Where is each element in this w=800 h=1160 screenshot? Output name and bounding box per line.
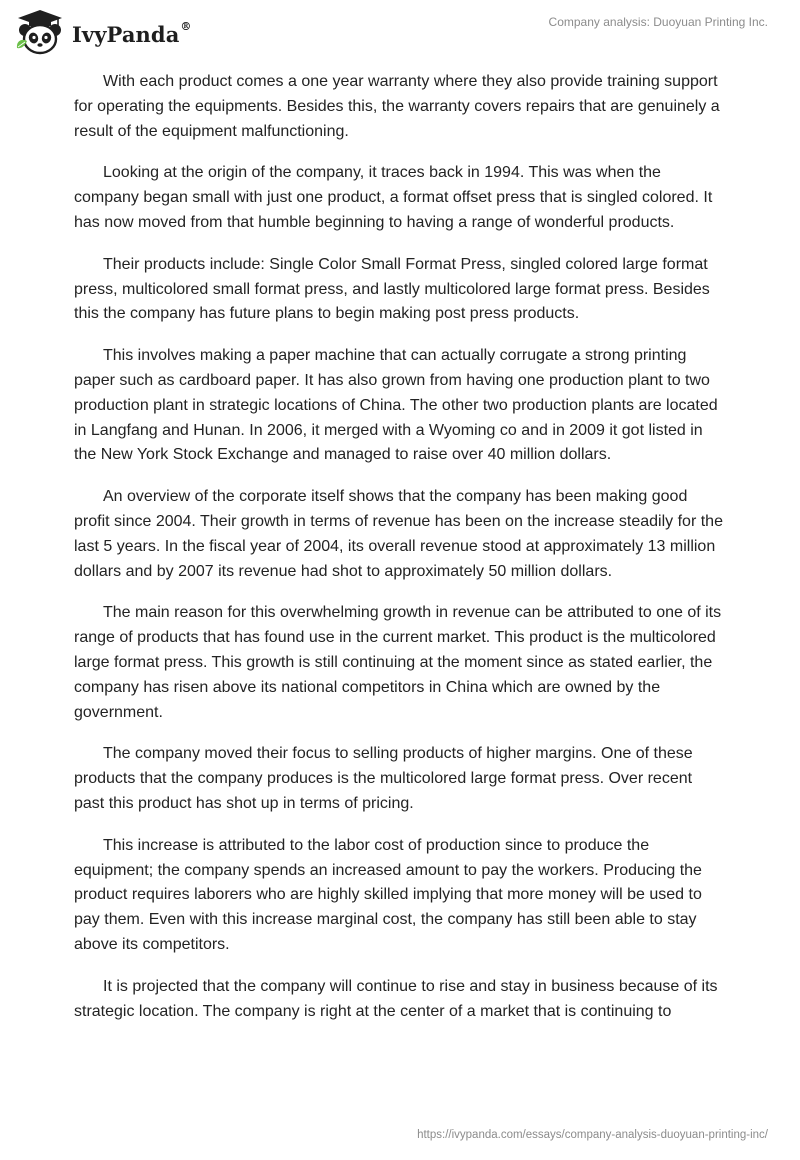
- paragraph: It is projected that the company will continue to rise and stay in business because of its strategic location. The company is right at the center of a market that is continuing to: [74, 977, 718, 1020]
- source-url[interactable]: https://ivypanda.com/essays/company-analysis-duoyuan-printing-inc/: [417, 1129, 768, 1141]
- logo-wordmark: IvyPanda®: [72, 19, 192, 47]
- paragraph: This increase is attributed to the labor cost of production since to produce the equipment; the company spends an increased amount to pay the workers. Producing the product requires laborers who are highly skilled implying that more money will be used to pay them. Even with this increase marginal cost, the company has still been able to stay above its competitors.: [74, 836, 702, 953]
- essay-body: [74, 70, 726, 1041]
- paragraph: This involves making a paper machine that can actually corrugate a strong printing paper such as cardboard paper. It has also grown from having one production plant to two production plant in strategic locations of China. The other two production plants are located in Langfang and Hunan. In 2006, it merged with a Wyoming co and in 2009 it got listed in the New York Stock Exchange and managed to raise over 40 million dollars.: [74, 347, 718, 464]
- ivypanda-logo[interactable]: [14, 8, 192, 56]
- paragraph: An overview of the corporate itself shows that the company has been making good profit since 2004. Their growth in terms of revenue has been on the increase steadily for the last 5 years. In the fiscal year of 2004, its overall revenue stood at approximately 13 million dollars and by 2007 its revenue had shot to approximately 50 million dollars.: [74, 488, 723, 580]
- paragraph: Looking at the origin of the company, it traces back in 1994. This was when the company began small with just one product, a format offset press that is singled colored. It has now moved from that humble beginning to having a range of wonderful products.: [74, 164, 713, 231]
- paragraph: The main reason for this overwhelming growth in revenue can be attributed to one of its range of products that has found use in the current market. This product is the multicolored large format press. This growth is still continuing at the moment since as stated earlier, the company has risen above its national competitors in China which are owned by the government.: [74, 604, 722, 721]
- document-title: Company analysis: Duoyuan Printing Inc.: [548, 15, 768, 29]
- panda-graduate-icon: [14, 8, 66, 56]
- paragraph: The company moved their focus to selling products of higher margins. One of these products that the company produces is the multicolored large format press. Over recent past this product has shot up in terms of pricing.: [74, 745, 693, 812]
- page-header: [0, 0, 800, 66]
- paragraph: Their products include: Single Color Small Format Press, singled colored large format press, multicolored small format press, and lastly multicolored large format press. Besides this the company has future plans to begin making post press products.: [74, 255, 710, 323]
- paragraph: With each product comes a one year warranty where they also provide training support for operating the equipments. Besides this, the warranty covers repairs that are genuinely a result of the equipment malfunctioning.: [74, 73, 720, 140]
